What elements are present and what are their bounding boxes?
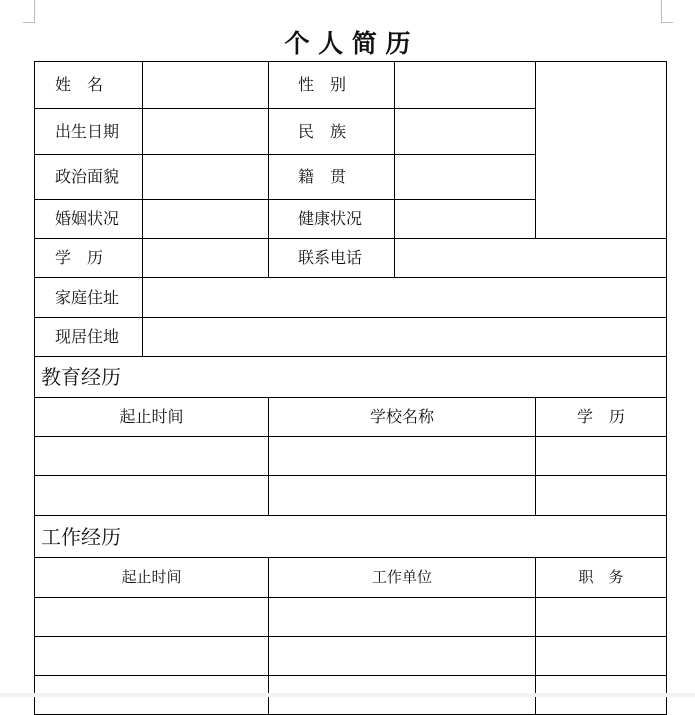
work-header-period: 起止时间 (35, 558, 269, 598)
work-cell-employer[interactable] (269, 598, 536, 637)
edu-cell-period[interactable] (35, 476, 269, 516)
label-home-address: 家庭住址 (35, 278, 143, 318)
label-birth-date: 出生日期 (35, 109, 143, 155)
work-section-title: 工作经历 (35, 516, 667, 558)
page-bottom-edge (0, 693, 695, 697)
edu-header-school: 学校名称 (269, 398, 536, 437)
label-health-status: 健康状况 (269, 200, 395, 239)
label-political-status: 政治面貌 (35, 155, 143, 200)
resume-table (34, 61, 667, 715)
label-current-address: 现居住地 (35, 318, 143, 357)
education-section-title: 教育经历 (35, 357, 667, 398)
field-native-place[interactable] (395, 155, 536, 200)
field-health-status[interactable] (395, 200, 536, 239)
field-current-address[interactable] (143, 318, 667, 357)
field-name[interactable] (143, 62, 269, 109)
edu-cell-degree[interactable] (536, 437, 667, 476)
edu-cell-period[interactable] (35, 437, 269, 476)
field-gender[interactable] (395, 62, 536, 109)
label-marital-status: 婚姻状况 (35, 200, 143, 239)
document-title: 个 人 简 历 (284, 29, 411, 58)
page-corner-mark-right (661, 0, 673, 23)
field-birth-date[interactable] (143, 109, 269, 155)
photo-box[interactable] (536, 62, 667, 239)
work-cell-position[interactable] (536, 598, 667, 637)
label-gender: 性 别 (269, 62, 395, 109)
work-header-position: 职 务 (536, 558, 667, 598)
page-corner-mark-left (23, 0, 35, 23)
field-phone[interactable] (395, 239, 667, 278)
work-cell-period[interactable] (35, 637, 269, 676)
label-ethnicity: 民 族 (269, 109, 395, 155)
label-education: 学 历 (35, 239, 143, 278)
field-education[interactable] (143, 239, 269, 278)
field-ethnicity[interactable] (395, 109, 536, 155)
label-phone: 联系电话 (269, 239, 395, 278)
edu-cell-school[interactable] (269, 476, 536, 516)
work-cell-position[interactable] (536, 637, 667, 676)
field-political-status[interactable] (143, 155, 269, 200)
label-native-place: 籍 贯 (269, 155, 395, 200)
work-cell-period[interactable] (35, 598, 269, 637)
edu-cell-school[interactable] (269, 437, 536, 476)
label-name: 姓 名 (35, 62, 143, 109)
field-marital-status[interactable] (143, 200, 269, 239)
edu-header-degree: 学 历 (536, 398, 667, 437)
work-cell-employer[interactable] (269, 637, 536, 676)
edu-header-period: 起止时间 (35, 398, 269, 437)
work-header-employer: 工作单位 (269, 558, 536, 598)
field-home-address[interactable] (143, 278, 667, 318)
edu-cell-degree[interactable] (536, 476, 667, 516)
